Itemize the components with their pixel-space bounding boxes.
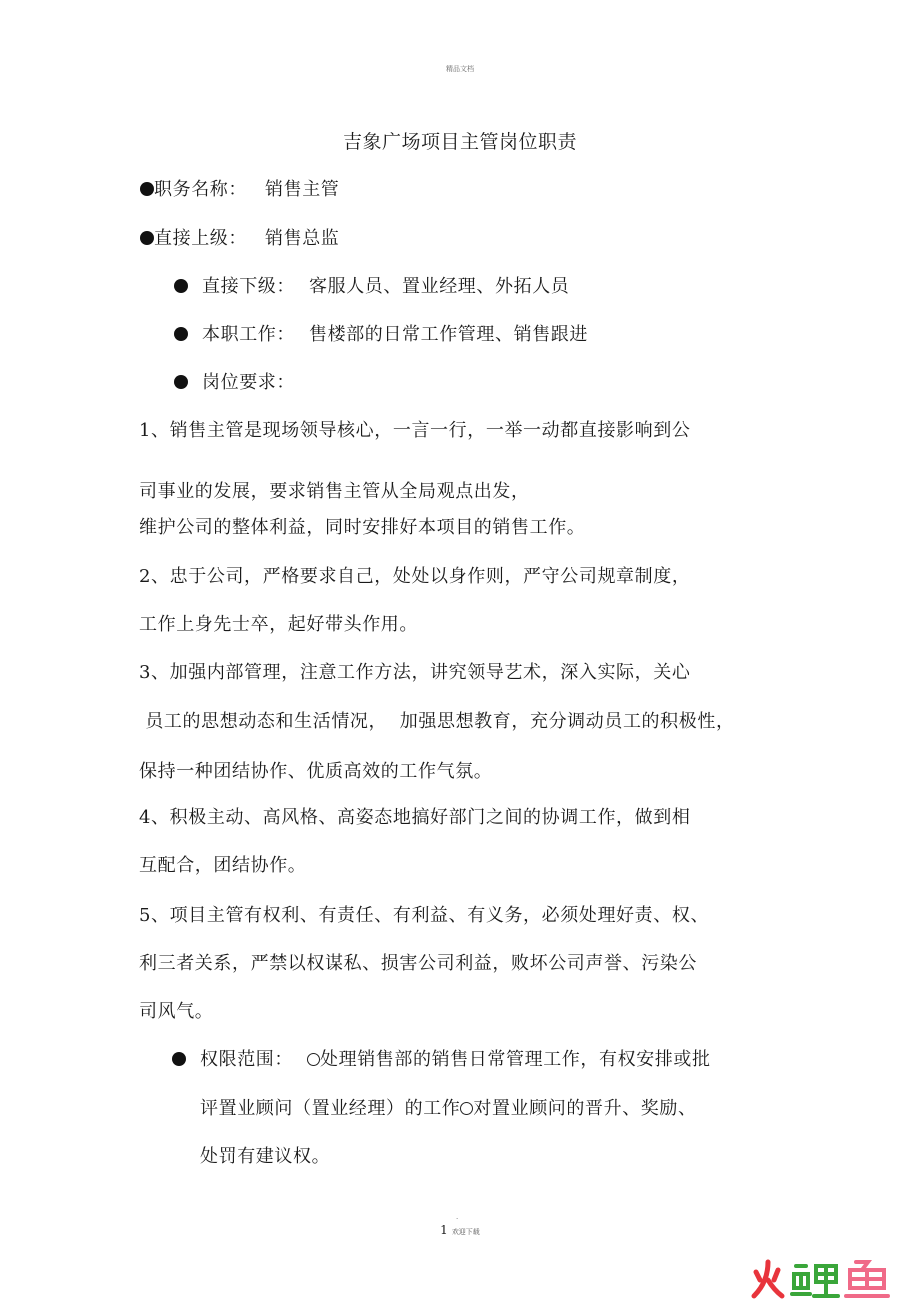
field-job-requirements xyxy=(174,368,295,394)
requirement-line: 2、忠于公司，严格要求自己，处处以身作则，严守公司规章制度， xyxy=(139,566,691,587)
authority-scope-line1 xyxy=(172,1045,711,1071)
page-title: 吉象广场项目主管岗位职责 xyxy=(342,131,577,153)
requirement-line: 工作上身先士卒，起好带头作用。 xyxy=(139,614,418,635)
requirement-line: 维护公司的整体利益，同时安排好本项目的销售工作。 xyxy=(139,517,586,538)
requirement-line: 互配合，团结协作。 xyxy=(139,855,307,876)
header-note: 精品文档 xyxy=(446,65,474,73)
field-label: 直接上级： xyxy=(154,228,247,249)
field-value: 客服人员、置业经理、外拓人员 xyxy=(309,276,570,297)
bullet-icon xyxy=(140,231,154,245)
field-main-duty xyxy=(174,320,588,346)
authority-text: 处理销售部的销售日常管理工作，有权安排或批 xyxy=(320,1049,711,1070)
field-value: 售楼部的日常工作管理、销售跟进 xyxy=(309,324,588,345)
fire-carp-logo-icon xyxy=(748,1258,908,1300)
watermark-logo xyxy=(748,1258,908,1300)
field-label: 岗位要求： xyxy=(202,372,295,393)
bullet-icon xyxy=(174,327,188,341)
authority-scope-line2 xyxy=(200,1094,697,1120)
field-label: 职务名称： xyxy=(154,179,247,200)
requirement-line: 1、销售主管是现场领导核心，一言一行，一举一动都直接影响到公 xyxy=(139,420,691,441)
bullet-icon xyxy=(174,375,188,389)
requirement-line: 保持一种团结协作、优质高效的工作气氛。 xyxy=(139,761,493,782)
requirement-line: 3、加强内部管理，注意工作方法，讲究领导艺术，深入实际，关心 xyxy=(139,662,691,683)
bullet-icon xyxy=(140,182,154,196)
authority-text: 评置业顾问（置业经理）的工作 xyxy=(200,1098,461,1119)
requirement-line: 司事业的发展，要求销售主管从全局观点出发， xyxy=(139,481,530,502)
field-label: 本职工作： xyxy=(202,324,295,345)
page-footer xyxy=(0,1223,920,1237)
field-value: 销售总监 xyxy=(265,228,340,249)
footer-dot: . xyxy=(456,1213,459,1221)
requirement-line: 4、积极主动、高风格、高姿态地搞好部门之间的协调工作，做到相 xyxy=(139,807,691,828)
requirement-line: 利三者关系，严禁以权谋私、损害公司利益，败坏公司声誉、污染公 xyxy=(139,953,697,974)
circle-icon xyxy=(307,1053,320,1066)
field-job-title xyxy=(140,175,339,201)
field-label: 直接下级： xyxy=(202,276,295,297)
requirement-line: 司风气。 xyxy=(139,1001,214,1022)
authority-text: 对置业顾问的晋升、奖励、 xyxy=(473,1098,697,1119)
requirement-line: 员工的思想动态和生活情况， 加强思想教育，充分调动员工的积极性， xyxy=(139,711,735,732)
requirement-line: 5、项目主管有权利、有责任、有利益、有义务，必须处理好责、权、 xyxy=(139,905,710,926)
field-direct-subordinates xyxy=(174,272,569,298)
page-number: 1 xyxy=(440,1223,448,1237)
footer-caption: 欢迎下载 xyxy=(451,1228,480,1236)
circle-icon xyxy=(460,1102,473,1115)
field-direct-superior xyxy=(140,224,339,250)
bullet-icon xyxy=(172,1052,186,1066)
field-value: 销售主管 xyxy=(265,179,340,200)
bullet-icon xyxy=(174,279,188,293)
authority-scope-line3: 处罚有建议权。 xyxy=(200,1146,331,1167)
authority-label: 权限范围： xyxy=(200,1049,293,1070)
